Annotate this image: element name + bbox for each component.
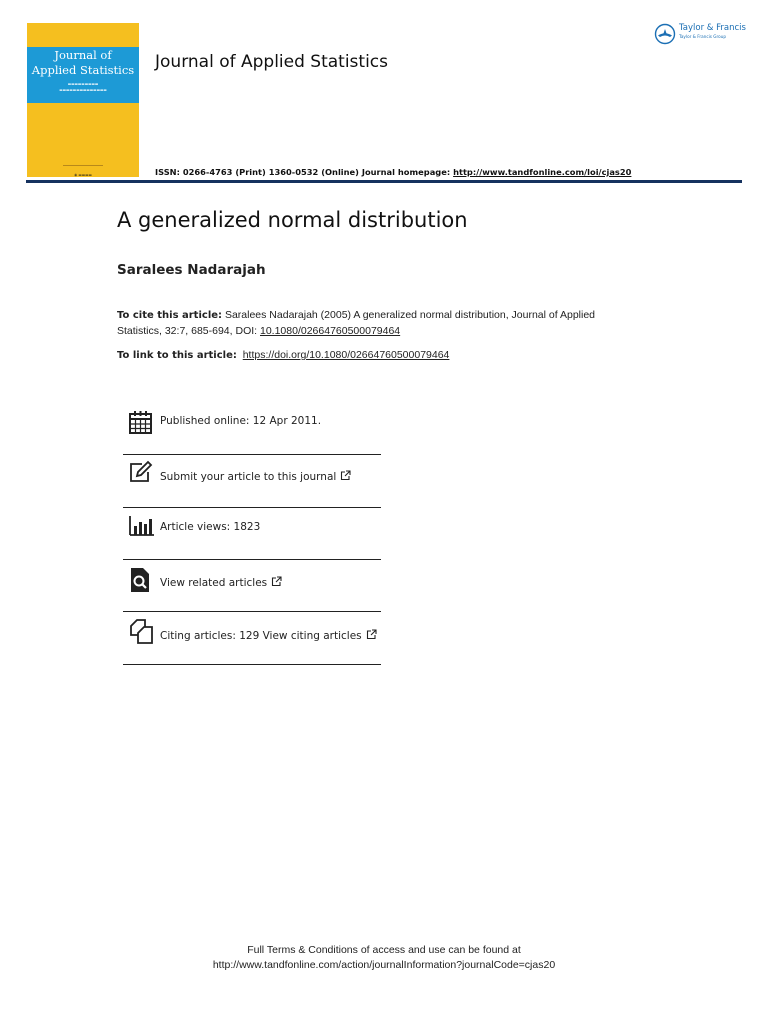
- external-link-icon: [366, 629, 377, 640]
- published-online-row: [123, 403, 381, 455]
- citing-articles-row[interactable]: [123, 613, 381, 665]
- divider: [123, 454, 381, 455]
- journal-homepage-link[interactable]: http://www.tandfonline.com/loi/cjas20: [453, 167, 632, 177]
- citation-doi-link[interactable]: 10.1080/02664760500079464: [260, 324, 401, 337]
- taylor-francis-icon: [654, 23, 676, 45]
- related-articles-label: View related articles: [160, 577, 268, 589]
- article-link-block: [117, 348, 449, 363]
- published-online-text: Published online: 12 Apr 2011.: [160, 415, 322, 427]
- edit-icon: [128, 460, 154, 486]
- footer-terms: [0, 943, 768, 972]
- footer-terms-link[interactable]: http://www.tandfonline.com/action/journalInformation?journalCode=cjas20: [212, 958, 556, 971]
- article-title: A generalized normal distribution: [117, 208, 468, 232]
- citing-articles-link[interactable]: [160, 629, 377, 642]
- external-link-icon: [271, 576, 282, 587]
- citation-text: Saralees Nadarajah (2005) A generalized normal distribution, Journal of Applied Statistics, 32:7, 685-694, DOI:: [117, 309, 596, 337]
- issn-text: ISSN: 0266-4763 (Print) 1360-0532 (Online) Journal homepage:: [155, 167, 454, 177]
- cover-title-line2: Applied Statistics: [31, 63, 135, 77]
- bar-chart-icon: [128, 513, 154, 539]
- header-divider: [26, 180, 742, 183]
- article-doi-link[interactable]: https://doi.org/10.1080/02664760500079464: [242, 349, 450, 361]
- citation-label: To cite this article:: [117, 310, 223, 321]
- article-link-label: To link to this article:: [117, 350, 237, 361]
- citing-documents-icon: [128, 619, 154, 645]
- document-search-icon: [128, 567, 154, 593]
- divider: [123, 664, 381, 665]
- divider: [123, 611, 381, 612]
- related-articles-row[interactable]: [123, 560, 381, 612]
- submit-article-row[interactable]: [123, 456, 381, 508]
- footer-terms-text: Full Terms & Conditions of access and use can be found at: [247, 944, 521, 956]
- citing-articles-label: Citing articles: 129 View citing articles: [160, 630, 362, 642]
- article-views-text: Article views: 1823: [160, 521, 261, 533]
- cover-title-line1: Journal of: [54, 48, 112, 62]
- cover-divider: [63, 165, 103, 166]
- submit-article-link[interactable]: [160, 470, 351, 483]
- publisher-group: Taylor & Francis Group: [679, 34, 727, 39]
- publisher-name: Taylor & Francis: [679, 23, 746, 33]
- article-views-row: [123, 508, 381, 560]
- article-author: Saralees Nadarajah: [117, 262, 266, 278]
- citation-block: [117, 308, 637, 338]
- journal-cover-image: [27, 23, 139, 177]
- external-link-icon: [340, 470, 351, 481]
- related-articles-link[interactable]: [160, 576, 282, 589]
- calendar-icon: [128, 410, 154, 436]
- cover-title: [27, 48, 139, 78]
- submit-article-label: Submit your article to this journal: [160, 471, 337, 483]
- journal-title: Journal of Applied Statistics: [155, 52, 389, 72]
- cover-subtitle-lines: ▬▬▬▬▬▬▬▬▬ ▬▬▬▬▬▬▬▬▬▬▬▬▬▬: [59, 82, 107, 92]
- publisher-logo: [654, 22, 754, 46]
- issn-line: [155, 167, 631, 177]
- cover-publisher-logo: ◉ ▬▬▬▬: [74, 173, 92, 177]
